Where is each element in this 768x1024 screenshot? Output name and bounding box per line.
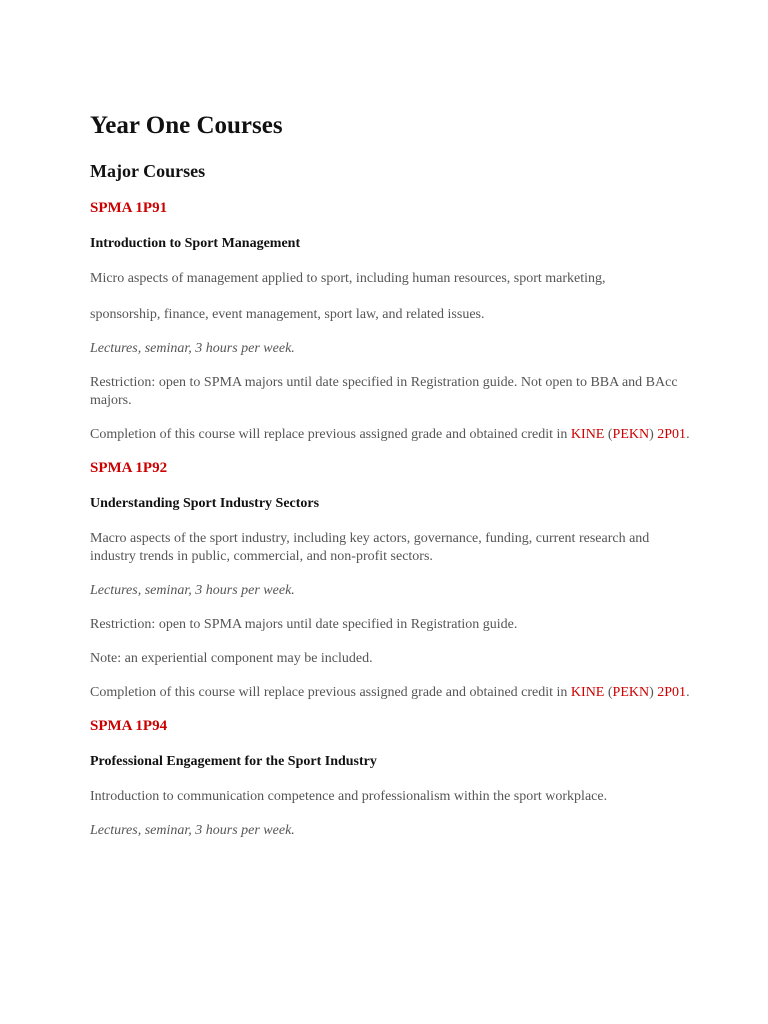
course-description: Introduction to communication competence and professionalism within the sport workplace. <box>90 789 608 804</box>
course-description-line: sponsorship, finance, event management, sport law, and related issues. <box>90 307 485 322</box>
course-restriction: Restriction: open to SPMA majors until date specified in Registration guide. <box>90 617 518 632</box>
course-completion-note <box>90 426 690 444</box>
document-content <box>90 108 690 840</box>
course-title: Understanding Sport Industry Sectors <box>90 496 320 511</box>
paren-open: ( <box>604 685 613 700</box>
completion-text: Completion of this course will replace previous assigned grade and obtained credit in <box>90 685 571 700</box>
period: . <box>686 685 690 700</box>
course-title: Professional Engagement for the Sport Industry <box>90 754 377 769</box>
course-link-pekn[interactable]: PEKN <box>612 427 650 442</box>
course-link-kine[interactable]: KINE <box>570 427 605 442</box>
course-code: SPMA 1P94 <box>90 718 168 734</box>
course-description-line: Micro aspects of management applied to sport, including human resources, sport marketing, <box>90 271 606 286</box>
course-description: Macro aspects of the sport industry, including key actors, governance, funding, current research and industry trends in public, commercial, and non-profit sectors. <box>90 531 650 564</box>
course-format: Lectures, seminar, 3 hours per week. <box>90 583 295 598</box>
course-completion-note <box>90 684 690 702</box>
period: . <box>686 427 690 442</box>
paren-open: ( <box>604 427 613 442</box>
section-heading: Major Courses <box>90 161 206 181</box>
course-code: SPMA 1P91 <box>90 200 168 216</box>
course-restriction: Restriction: open to SPMA majors until date specified in Registration guide. Not open to BBA and BAcc majors. <box>90 375 678 408</box>
course-note: Note: an experiential component may be included. <box>90 651 373 666</box>
course-link-2p01[interactable]: 2P01 <box>657 685 687 700</box>
paren-close: ) <box>649 427 658 442</box>
course-link-pekn[interactable]: PEKN <box>612 685 650 700</box>
course-title: Introduction to Sport Management <box>90 236 301 251</box>
course-format: Lectures, seminar, 3 hours per week. <box>90 341 295 356</box>
course-link-2p01[interactable]: 2P01 <box>657 427 687 442</box>
paren-close: ) <box>649 685 658 700</box>
course-link-kine[interactable]: KINE <box>570 685 605 700</box>
page-title: Year One Courses <box>90 112 283 139</box>
completion-text: Completion of this course will replace previous assigned grade and obtained credit in <box>90 427 571 442</box>
course-format: Lectures, seminar, 3 hours per week. <box>90 823 295 838</box>
course-code: SPMA 1P92 <box>90 460 168 476</box>
